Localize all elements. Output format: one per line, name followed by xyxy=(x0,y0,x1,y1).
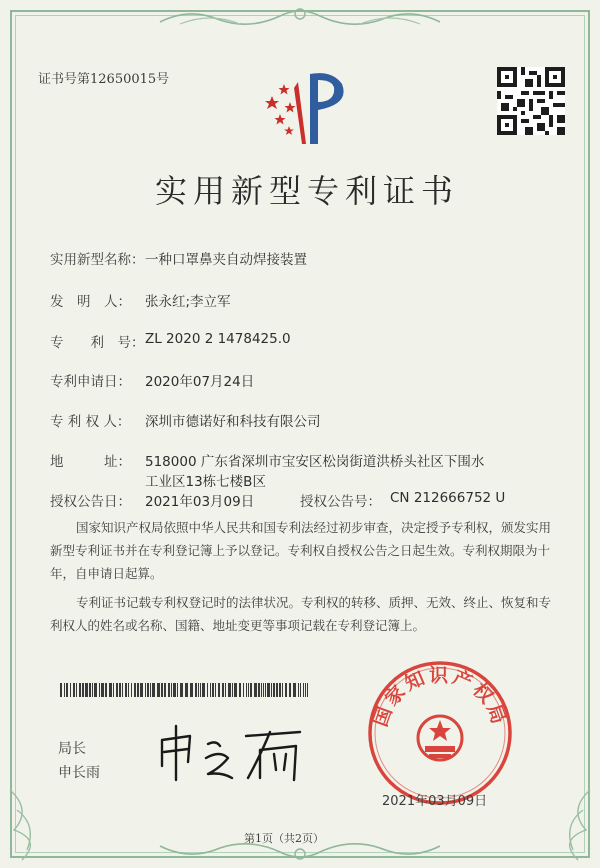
grant-date-label: 授权公告日： xyxy=(50,494,131,510)
address-line-2: 工业区13栋七楼B区 xyxy=(145,474,266,490)
cnipa-logo-icon xyxy=(258,68,358,148)
utility-model-name-label: 实用新型名称： xyxy=(50,252,145,268)
patent-number-label: 专 利 号： xyxy=(50,335,145,351)
certificate-number: 证书号第12650015号 xyxy=(38,72,170,87)
signer-title: 局长 xyxy=(58,741,86,757)
address-label: 地 址： xyxy=(50,454,131,470)
seal-date: 2021年03月09日 xyxy=(382,794,488,809)
page-number: 第1页（共2页） xyxy=(244,832,324,845)
top-ornament xyxy=(150,2,450,32)
grant-number-label: 授权公告号： xyxy=(300,494,381,510)
grant-number-value: CN 212666752 U xyxy=(390,490,506,506)
corner-ornament-br xyxy=(538,780,598,866)
address-line-1: 518000 广东省深圳市宝安区松岗街道洪桥头社区下围水 xyxy=(145,454,485,470)
patent-owner-label: 专 利 权 人： xyxy=(50,414,131,430)
inventor-label: 发 明 人： xyxy=(50,294,131,310)
legal-paragraph-1: 国家知识产权局依照中华人民共和国专利法经过初步审查，决定授予专利权，颁发实用新型专利证书并在专利登记簿上予以登记。专利权自授权公告之日起生效。专利权期限为十年，自申请日起算。 xyxy=(50,520,552,581)
patent-owner-value: 深圳市德诺好和科技有限公司 xyxy=(145,414,321,430)
page-title: 实用新型专利证书 xyxy=(155,172,460,210)
signer-name: 申长雨 xyxy=(58,765,100,781)
utility-model-name-value: 一种口罩鼻夹自动焊接装置 xyxy=(145,252,307,268)
filing-date-label: 专利申请日： xyxy=(50,374,131,390)
barcode-icon xyxy=(60,683,315,697)
legal-paragraph-2: 专利证书记载专利权登记时的法律状况。专利权的转移、质押、无效、终止、恢复和专利权人的姓名或名称、国籍、地址变更等事项记载在专利登记簿上。 xyxy=(50,595,552,633)
inventor-value: 张永红;李立军 xyxy=(145,294,231,310)
handwritten-signature xyxy=(150,718,310,788)
filing-date-value: 2020年07月24日 xyxy=(145,374,255,390)
corner-ornament-bl xyxy=(2,780,62,866)
legal-notice xyxy=(50,516,560,637)
patent-number-value: ZL 2020 2 1478425.0 xyxy=(145,331,291,347)
qr-code-icon xyxy=(497,67,565,135)
grant-date-value: 2021年03月09日 xyxy=(145,494,255,510)
seal-text: 国家知识产权局 xyxy=(369,664,511,730)
svg-text:国家知识产权局 xyxy=(369,664,510,730)
official-seal xyxy=(365,658,515,808)
